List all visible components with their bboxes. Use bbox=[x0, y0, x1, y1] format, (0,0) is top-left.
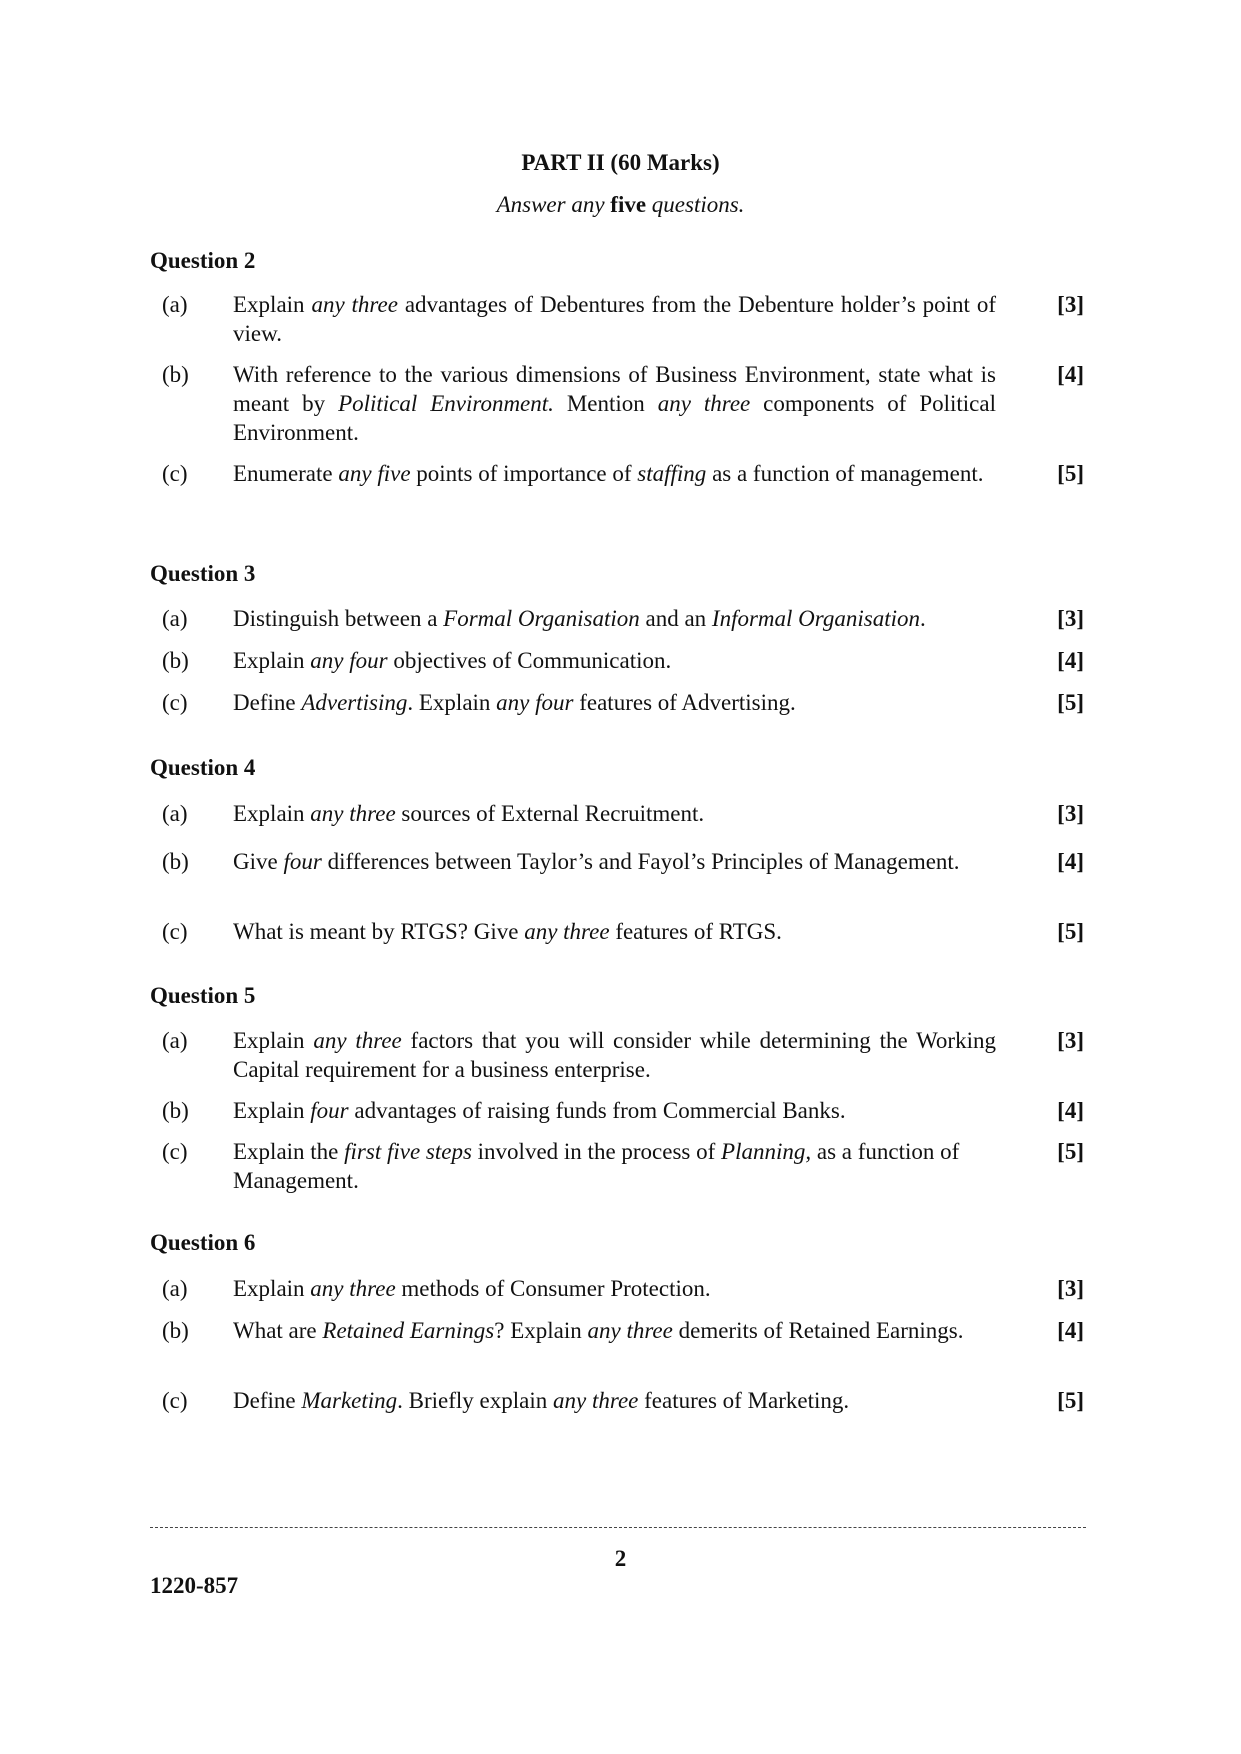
text-run: differences between Taylor’s and Fayol’s Principles of Management. bbox=[321, 849, 960, 874]
item-text bbox=[233, 917, 996, 946]
emphasis-text: any three bbox=[311, 292, 398, 317]
item-text bbox=[233, 1137, 996, 1195]
text-run: . bbox=[919, 606, 926, 631]
item-label: (b) bbox=[162, 648, 189, 673]
item-marks: [5] bbox=[1057, 919, 1084, 944]
footer-divider bbox=[150, 1527, 1086, 1528]
item-label: (a) bbox=[162, 801, 188, 826]
text-run: . Explain bbox=[407, 690, 497, 715]
text-run: What are bbox=[233, 1318, 323, 1343]
page-number: 2 bbox=[614, 1546, 627, 1571]
item-label: (c) bbox=[162, 461, 188, 486]
text-run: methods of Consumer Protection. bbox=[395, 1276, 711, 1301]
item-marks: [3] bbox=[1057, 801, 1084, 826]
text-run: Explain bbox=[233, 648, 311, 673]
text-run: With reference to the various dimensions of Business Environment, state what is meant by bbox=[233, 362, 996, 416]
text-run: Explain the bbox=[233, 1139, 345, 1164]
text-run: Distinguish between a bbox=[233, 606, 444, 631]
item-text bbox=[233, 1316, 996, 1345]
item-marks: [3] bbox=[1057, 1276, 1084, 1301]
emphasis-text: any three bbox=[657, 391, 751, 416]
item-label: (a) bbox=[162, 292, 188, 317]
question-heading: Question 2 bbox=[150, 248, 256, 273]
emphasis-text: four bbox=[310, 1098, 349, 1123]
emphasis-text: Marketing bbox=[301, 1388, 398, 1413]
text-run: Explain bbox=[233, 1028, 314, 1053]
question-heading: Question 5 bbox=[150, 983, 256, 1008]
item-text bbox=[233, 646, 996, 675]
instructions-post: questions. bbox=[646, 192, 745, 217]
text-run: as a function of Management. bbox=[233, 1139, 960, 1193]
item-text bbox=[233, 1026, 996, 1084]
emphasis-text: any three bbox=[553, 1388, 639, 1413]
emphasis-text: any four bbox=[310, 648, 388, 673]
item-marks: [4] bbox=[1057, 362, 1084, 387]
text-run: . Briefly explain bbox=[397, 1388, 553, 1413]
text-run: features of Marketing. bbox=[638, 1388, 850, 1413]
item-label: (a) bbox=[162, 606, 188, 631]
item-label: (b) bbox=[162, 1098, 189, 1123]
text-run: Explain bbox=[233, 292, 312, 317]
instructions bbox=[0, 192, 1241, 218]
item-text bbox=[233, 847, 996, 876]
item-label: (a) bbox=[162, 1028, 188, 1053]
instructions-pre: Answer any bbox=[496, 192, 611, 217]
text-run: factors that you will consider while determining the Working Capital requirement for a business enterprise. bbox=[233, 1028, 996, 1082]
text-run: points of importance of bbox=[410, 461, 638, 486]
item-label: (c) bbox=[162, 690, 188, 715]
text-run: components of Political Environment. bbox=[233, 391, 996, 445]
text-run: as a function of management. bbox=[706, 461, 984, 486]
item-marks: [5] bbox=[1057, 1139, 1084, 1164]
item-text bbox=[233, 1096, 996, 1125]
paper-code: 1220-857 bbox=[150, 1573, 239, 1598]
question-heading: Question 6 bbox=[150, 1230, 256, 1255]
item-text bbox=[233, 360, 996, 447]
text-run: features of Advertising. bbox=[573, 690, 796, 715]
emphasis-text: any three bbox=[587, 1318, 673, 1343]
item-label: (b) bbox=[162, 1318, 189, 1343]
text-run: Explain bbox=[233, 801, 311, 826]
text-run: and an bbox=[639, 606, 712, 631]
emphasis-text: Formal Organisation bbox=[443, 606, 640, 631]
item-marks: [5] bbox=[1057, 1388, 1084, 1413]
text-run: advantages of raising funds from Commercial Banks. bbox=[348, 1098, 846, 1123]
item-text bbox=[233, 1386, 996, 1415]
item-marks: [3] bbox=[1057, 292, 1084, 317]
question-heading: Question 3 bbox=[150, 561, 256, 586]
emphasis-text: any three bbox=[310, 801, 396, 826]
item-marks: [3] bbox=[1057, 1028, 1084, 1053]
emphasis-text: any three bbox=[524, 919, 610, 944]
text-run: What is meant by RTGS? Give bbox=[233, 919, 525, 944]
emphasis-text: four bbox=[283, 849, 322, 874]
item-marks: [4] bbox=[1057, 648, 1084, 673]
emphasis-text: any five bbox=[338, 461, 411, 486]
emphasis-text: Advertising bbox=[301, 690, 408, 715]
item-marks: [5] bbox=[1057, 461, 1084, 486]
emphasis-text: staffing bbox=[637, 461, 707, 486]
item-marks: [3] bbox=[1057, 606, 1084, 631]
text-run: objectives of Communication. bbox=[387, 648, 672, 673]
item-marks: [4] bbox=[1057, 1098, 1084, 1123]
text-run: Define bbox=[233, 1388, 302, 1413]
item-marks: [4] bbox=[1057, 1318, 1084, 1343]
text-run: ? Explain bbox=[494, 1318, 588, 1343]
text-run: sources of External Recruitment. bbox=[395, 801, 705, 826]
item-text bbox=[233, 459, 996, 488]
text-run: involved in the process of bbox=[471, 1139, 722, 1164]
emphasis-text: first five steps bbox=[344, 1139, 472, 1164]
item-label: (a) bbox=[162, 1276, 188, 1301]
item-label: (c) bbox=[162, 1139, 188, 1164]
emphasis-text: Informal Organisation bbox=[711, 606, 920, 631]
item-label: (c) bbox=[162, 1388, 188, 1413]
emphasis-text: any three bbox=[313, 1028, 402, 1053]
item-marks: [5] bbox=[1057, 690, 1084, 715]
text-run: advantages of Debentures from the Debenture holder’s point of view. bbox=[233, 292, 996, 346]
text-run: Define bbox=[233, 690, 302, 715]
instructions-bold: five bbox=[610, 192, 647, 217]
text-run: features of RTGS. bbox=[609, 919, 782, 944]
emphasis-text: any three bbox=[310, 1276, 396, 1301]
item-text bbox=[233, 799, 996, 828]
emphasis-text: Planning, bbox=[721, 1139, 812, 1164]
text-run: Mention bbox=[553, 391, 658, 416]
item-text bbox=[233, 290, 996, 348]
text-run: Enumerate bbox=[233, 461, 339, 486]
item-text bbox=[233, 604, 996, 633]
text-run: Give bbox=[233, 849, 284, 874]
text-run: demerits of Retained Earnings. bbox=[672, 1318, 964, 1343]
emphasis-text: Retained Earnings bbox=[322, 1318, 495, 1343]
item-marks: [4] bbox=[1057, 849, 1084, 874]
question-heading: Question 4 bbox=[150, 755, 256, 780]
part-title: PART II (60 Marks) bbox=[521, 150, 720, 175]
emphasis-text: Political Environment. bbox=[338, 391, 554, 416]
item-text bbox=[233, 1274, 996, 1303]
item-text bbox=[233, 688, 996, 717]
text-run: Explain bbox=[233, 1098, 311, 1123]
emphasis-text: any four bbox=[496, 690, 574, 715]
item-label: (b) bbox=[162, 849, 189, 874]
item-label: (b) bbox=[162, 362, 189, 387]
item-label: (c) bbox=[162, 919, 188, 944]
text-run: Explain bbox=[233, 1276, 311, 1301]
